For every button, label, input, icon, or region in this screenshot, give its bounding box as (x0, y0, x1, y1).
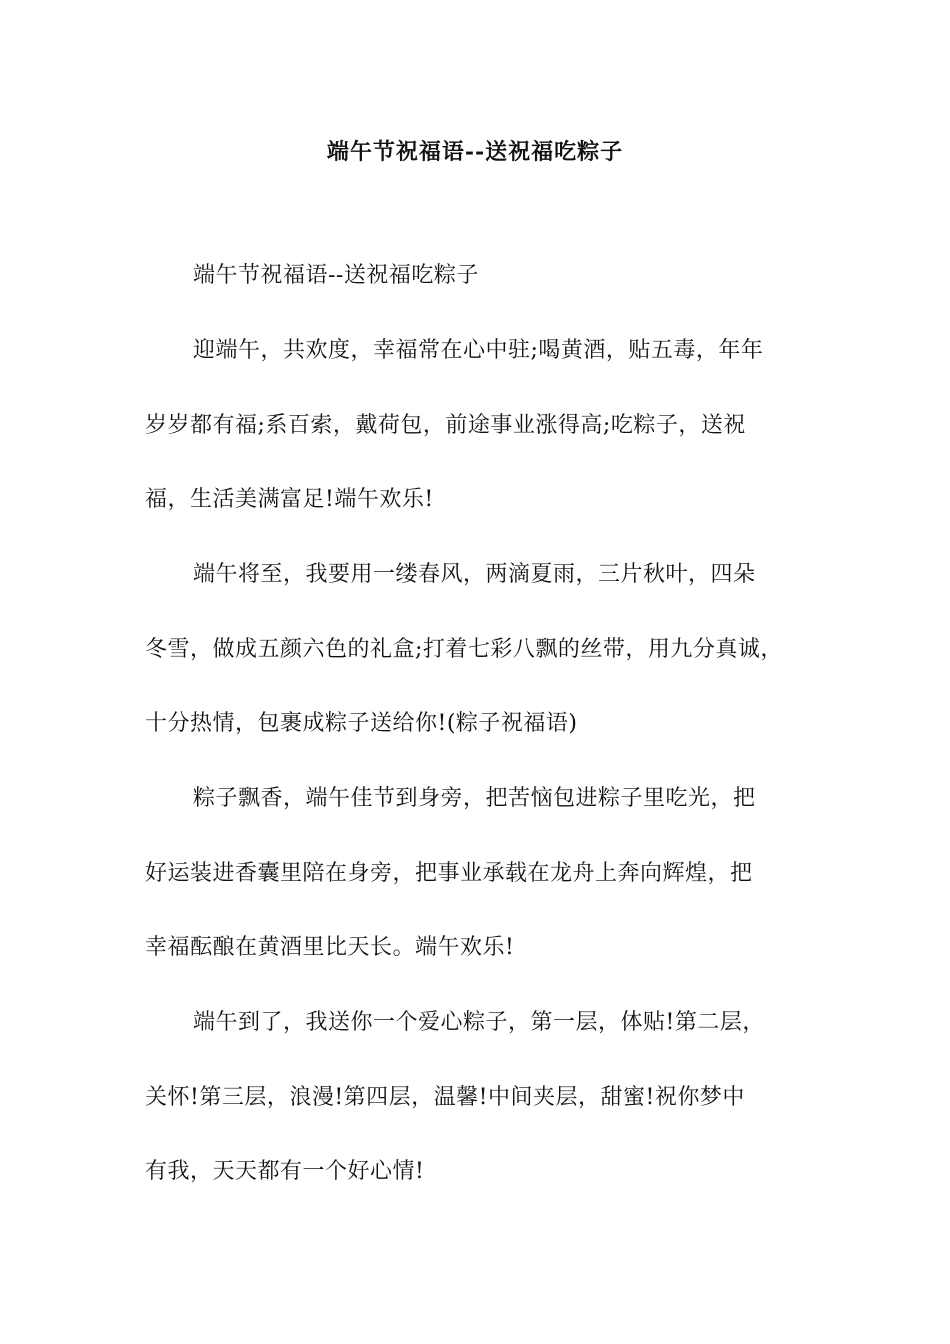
paragraph-3-line-1: 粽子飘香，端午佳节到身旁，把苦恼包进粽子里吃光，把 (193, 786, 756, 811)
paragraph-heading-line: 端午节祝福语--送祝福吃粽子 (193, 263, 479, 288)
document-title: 端午节祝福语--送祝福吃粽子 (326, 139, 624, 165)
paragraph-1-line-2: 岁岁都有福;系百索，戴荷包，前途事业涨得高;吃粽子，送祝 (145, 413, 746, 438)
paragraph-3-line-2: 好运装进香囊里陪在身旁，把事业承载在龙舟上奔向辉煌，把 (145, 861, 753, 886)
paragraph-2-line-1: 端午将至，我要用一缕春风，两滴夏雨，三片秋叶，四朵 (193, 562, 756, 587)
paragraph-2-line-3: 十分热情，包裹成粽子送给你!(粽子祝福语) (145, 711, 578, 736)
paragraph-1-line-1: 迎端午，共欢度，幸福常在心中驻;喝黄酒，贴五毒，年年 (193, 338, 764, 363)
paragraph-4-line-1: 端午到了，我送你一个爱心粽子，第一层，体贴!第二层， (193, 1010, 765, 1035)
paragraph-4-line-2: 关怀!第三层，浪漫!第四层，温馨!中间夹层，甜蜜!祝你梦中 (145, 1085, 745, 1110)
paragraph-3-line-3: 幸福酝酿在黄酒里比天长。端午欢乐! (145, 935, 515, 960)
paragraph-2-line-2: 冬雪，做成五颜六色的礼盒;打着七彩八飘的丝带，用九分真诚， (145, 637, 783, 662)
paragraph-4-line-3: 有我，天天都有一个好心情! (145, 1159, 425, 1184)
paragraph-1-line-3: 福，生活美满富足!端午欢乐! (145, 487, 434, 512)
